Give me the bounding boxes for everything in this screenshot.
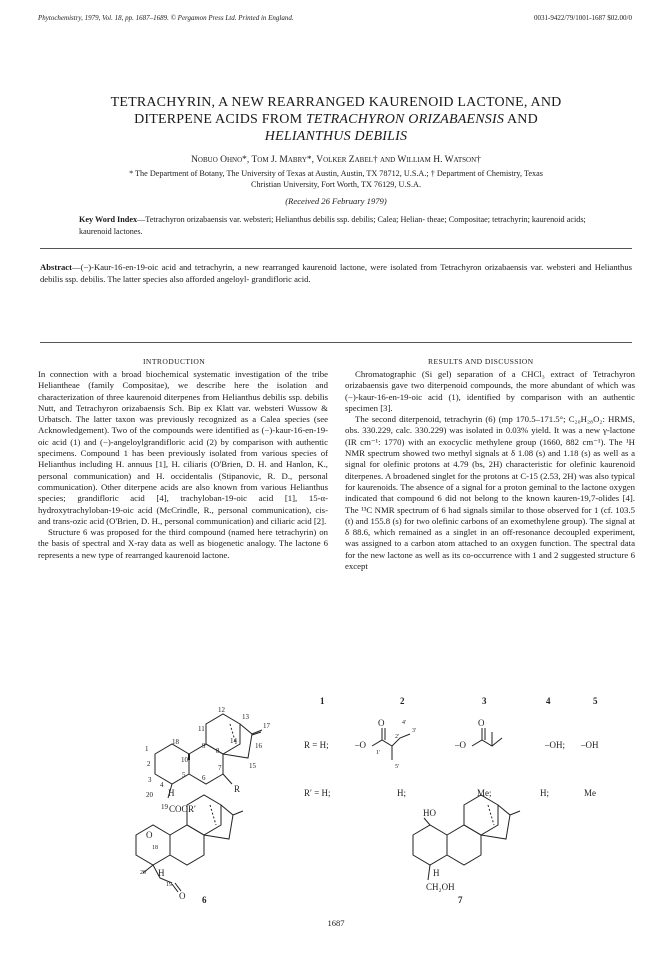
svg-text:16: 16	[255, 742, 262, 750]
svg-text:15: 15	[249, 762, 256, 770]
svg-text:H: H	[158, 868, 165, 878]
intro-paragraph-2: Structure 6 was proposed for the third compound (named here tetrachyrin) on the basis of spectral and X-ray data as well as biogenetic analogy. The lactone 6 represents a new type of rearranged kaurenoid lactone.	[38, 527, 328, 560]
svg-text:4: 4	[160, 781, 164, 789]
key-word-index: Key Word Index—Tetrachyron orizabaensis var. websteri; Helianthus debilis ssp. debilis; Calea; Helian- theae; Compositae; tetrachyrin; kaurenoid acids; kaurenoid lactones.	[79, 215, 586, 236]
svg-text:6: 6	[202, 774, 206, 782]
heading-introduction: INTRODUCTION	[143, 357, 206, 366]
divider-top	[40, 248, 632, 249]
svg-text:1: 1	[320, 696, 325, 706]
r-row-label: R = H;	[304, 740, 329, 750]
svg-text:5: 5	[593, 696, 598, 706]
svg-text:O: O	[478, 718, 485, 728]
svg-text:18: 18	[172, 738, 179, 746]
svg-text:–OH;: –OH;	[545, 740, 565, 750]
svg-text:17: 17	[263, 722, 270, 730]
page-number: 1687	[327, 918, 345, 928]
svg-text:7: 7	[218, 764, 222, 772]
title-line-2: DITERPENE ACIDS FROM TETRACHYRON ORIZABAENSIS AND	[134, 112, 538, 127]
journal-citation: Phytochemistry, 1979, Vol. 18, pp. 1687–1689. © Pergamon Press Ltd. Printed in England.	[38, 14, 294, 22]
title-line-3: HELIANTHUS DEBILIS	[264, 129, 408, 144]
svg-text:11: 11	[198, 725, 205, 733]
svg-text:2: 2	[400, 696, 405, 706]
rprime-row-label: R′ = H;	[304, 788, 331, 798]
svg-text:7: 7	[458, 895, 463, 905]
svg-text:Me: Me	[584, 788, 596, 798]
svg-text:14: 14	[230, 737, 237, 745]
svg-text:9: 9	[202, 742, 206, 750]
svg-text:Me;: Me;	[477, 788, 492, 798]
svg-text:O: O	[378, 718, 385, 728]
svg-text:5′: 5′	[395, 764, 400, 770]
svg-text:HO: HO	[423, 808, 436, 818]
article-title	[30, 94, 642, 145]
svg-text:H: H	[433, 868, 440, 878]
author-list: Nobuo Ohno*, Tom J. Mabry*, Volker Zabel† and William H. Watson†	[191, 155, 481, 165]
svg-text:O: O	[146, 830, 153, 840]
results-paragraph-2: The second diterpenoid, tetrachyrin (6) (mp 170.5–171.5°; C₂₀H₂₈O₂: HRMS, obs. 330.229, calc. 330.229) was isolated in 0.03% yield. It was a new γ-lactone (IR cm⁻¹: 1770) with an exocyclic methylene group (1660, 882 cm⁻¹). The ¹H NMR spectrum showed two methyl signals at δ 1.08 (s) and 1.18 (s) as well as a signal for olefinic protons at 4.79 (bs, 2H) characteristic for olefinic kaurenoid diterpenes. A broadened singlet for the protons at C-15 (2.53, 2H) was also typical for kaurenoids. The absence of a signal for a proton geminal to the lactone oxygen indicated that compound 6 did not belong to the known kauren-19,7-olides [4]. The ¹³C NMR spectrum of 6 had signals similar to those observed for 1 (cf. 103.5 (t) and 155.8 (s) for two olefinic carbons of an exomethylene group). The signal at δ 88.6, which remained as a singlet in an off-resonance decoupled experiment, was assigned to a carbon atom attached to an oxygen function. The spectral data for the new lactone as well as its co-occurrence with 1 and 2 suggested structure 6 except	[345, 414, 635, 572]
received-date: (Received 26 February 1979)	[285, 196, 387, 206]
article-code: 0031-9422/79/1001-1687 $02.00/0	[534, 14, 632, 22]
r-label: R	[234, 784, 241, 794]
svg-text:–OH: –OH	[581, 740, 599, 750]
svg-text:–O: –O	[455, 740, 466, 750]
ring-a-7	[413, 825, 447, 865]
svg-text:–O: –O	[355, 740, 366, 750]
intro-paragraph-1: In connection with a broad biochemical systematic investigation of the tribe Heliantheae (family Compositae), we describe here the isolation and characterization of three kaurenoid diterpenes from Helianthus debilis ssp. debilis Nutt, and Tetrachyron orizabaensis Sch. Bip ex Klatt var. websteri Wussow & Urbatsch. The latter taxon was previously recognized as a Calea species (see Acknowledgement). Two of the compounds were identified as (−)-kaur-16-en-19-oic acid (1) and (−)-angeloylgrandifloric acid (2) by comparison with authentic specimens. Compound 1 has been previously isolated from various species of Helianthus including H. annuus [1], H. ciliaris (O'Brien, D. H. and Hanlon, K., personal communication) and H. occidentalis (Stipanovic, R. D., personal communication). Other diterpene acids are also known from various Helianthus species; grandifloric acid [4], trachyloban-19-oic acid [1], 15-α-hydroxytrachyloban-19-oic acid (McCrindle, R., personal communication), cis- and trans-ozic acid (O'Brien, D. H., personal communication) and ciliaric acid [2].	[38, 369, 328, 526]
svg-text:3: 3	[482, 696, 487, 706]
svg-text:5: 5	[182, 771, 186, 779]
heading-results: RESULTS AND DISCUSSION	[428, 357, 534, 366]
results-paragraph-1: Chromatographic (Si gel) separation of a CHCl₃ extract of Tetrachyron orizabaensis gave two diterpenoid compounds, the more abundant of which was (−)-kaur-16-en-19-oic acid (1), identified by comparison with an authentic specimen [3].	[345, 369, 635, 413]
svg-text:10: 10	[181, 756, 188, 764]
abstract: Abstract—(−)-Kaur-16-en-19-oic acid and tetrachyrin, a new rearranged kaurenoid lactone, were isolated from Tetrachyron orizabaensis var. websteri and Helianthus debilis ssp. debilis. The latter species also afforded angeloyl- grandifloric acid.	[40, 262, 632, 284]
svg-text:18: 18	[152, 845, 158, 851]
svg-text:20: 20	[146, 791, 153, 799]
coor-label: COOR′	[169, 804, 196, 814]
svg-text:19: 19	[166, 882, 172, 888]
svg-text:13: 13	[242, 713, 249, 721]
svg-text:H;: H;	[540, 788, 549, 798]
affiliations: * The Department of Botany, The University of Texas at Austin, Austin, TX 78712, U.S.A.; † Department of Chemistry, Texas Christian University, Fort Worth, TX 76129, U.S.A.	[129, 169, 543, 189]
svg-text:2: 2	[147, 760, 151, 768]
svg-text:3: 3	[148, 776, 152, 784]
results-column	[345, 369, 635, 572]
svg-text:2′: 2′	[395, 734, 400, 740]
structures-figure	[0, 688, 672, 910]
divider-bottom	[40, 342, 632, 343]
svg-text:4′: 4′	[402, 720, 407, 726]
svg-text:12: 12	[218, 706, 225, 714]
svg-text:O: O	[179, 891, 186, 901]
svg-text:8: 8	[216, 747, 220, 755]
title-line-1: TETRACHYRIN, A NEW REARRANGED KAURENOID LACTONE, AND	[110, 95, 562, 110]
svg-text:1: 1	[145, 745, 149, 753]
svg-text:1′: 1′	[376, 750, 381, 756]
svg-text:19: 19	[161, 803, 168, 811]
svg-text:6: 6	[202, 895, 207, 905]
svg-text:H;: H;	[397, 788, 406, 798]
svg-text:4: 4	[546, 696, 551, 706]
ring-c-1	[206, 714, 240, 754]
intro-column	[38, 369, 328, 561]
svg-text:H: H	[168, 788, 175, 798]
svg-text:CH₂OH: CH₂OH	[426, 882, 455, 892]
svg-text:3′: 3′	[412, 728, 417, 734]
svg-text:20: 20	[140, 870, 146, 876]
